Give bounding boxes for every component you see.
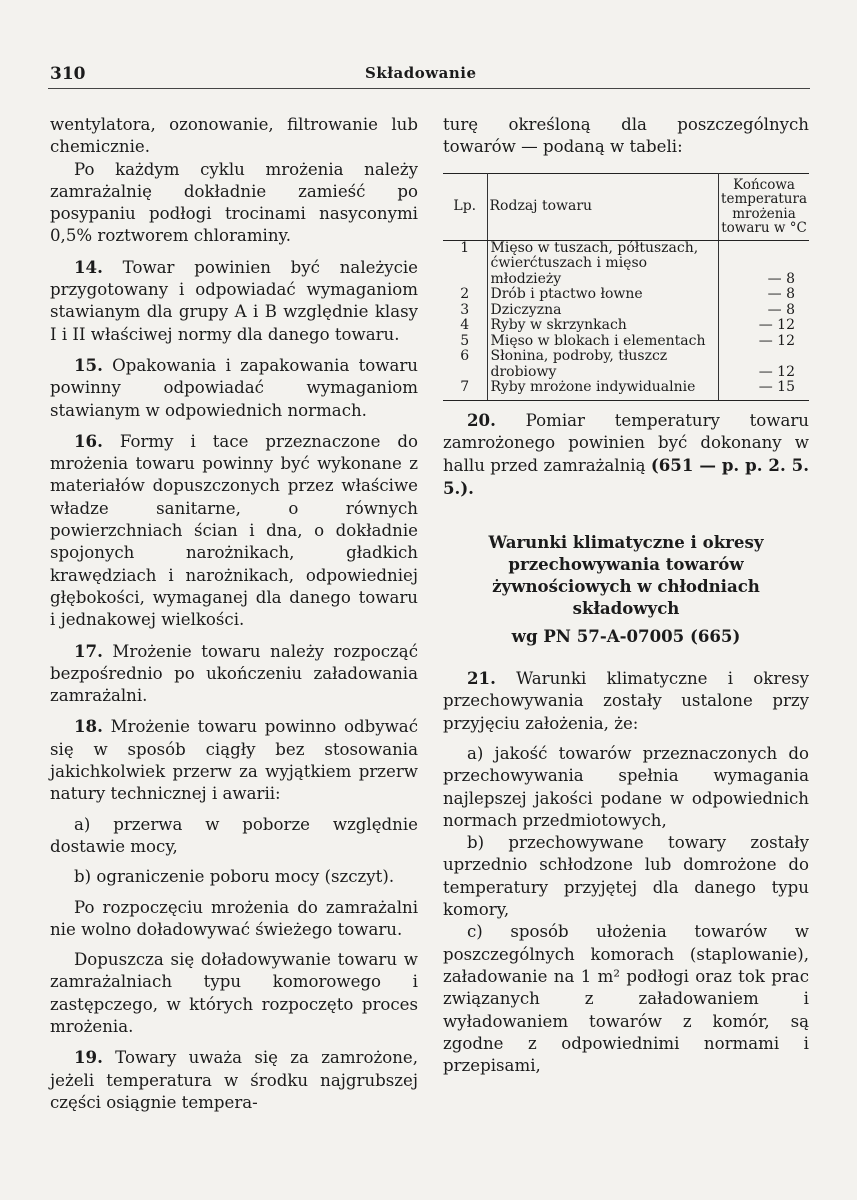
- table-cell-lp: 5: [443, 334, 487, 350]
- norm-reference: (651 — p. p. 2. 5. 5.).: [443, 455, 809, 499]
- page-number: 310: [50, 64, 86, 84]
- list-item: a) przerwa w poborze względnie dostawie mocy,: [50, 814, 418, 856]
- paragraph-text: Towar powinien być należycie przygotowany i odpowiadać wymaganiom stawianym dla grupy A i B względnie klasy I i II właściwej normy dla danego towaru.: [50, 257, 418, 344]
- paragraph-15: [50, 354, 418, 422]
- paragraph-number: 18.: [74, 716, 103, 737]
- section-title: Warunki klimatyczne i okresy przechowywania towarów żywnościowych w chłodniach składowych: [488, 531, 764, 618]
- paragraph-text: Towary uważa się za zamrożone, jeżeli temperatura w środku najgrubszej części osiągnie tempera-: [50, 1048, 418, 1112]
- table-cell-product: Ryby w skrzynkach: [487, 318, 719, 334]
- paragraph: Dopuszcza się doładowywanie towaru w zamrażalniach typu komorowego i zastępczego, w których rozpoczęto proces mrożenia.: [50, 950, 418, 1036]
- table-row: [443, 334, 809, 350]
- table-cell-temperature: — 12: [758, 332, 795, 349]
- paragraph: turę określoną dla poszczególnych towarów — podaną w tabeli:: [443, 115, 809, 157]
- paragraph-number: 19.: [74, 1047, 103, 1068]
- section-norm: wg PN 57-A-07005 (665): [511, 625, 741, 646]
- running-head: Składowanie: [365, 64, 477, 82]
- list-item: c) sposób ułożenia towarów w poszczególnych komorach (staplowanie), załadowanie na 1 m² podłogi oraz tok prac związanych z załadowaniem i wyładowaniem towarów z komór, są zgodne z odpowiednimi normami i przepisami,: [443, 922, 809, 1076]
- column-header-temperature: Końcowa temperatura mrożenia towaru w °C: [719, 173, 809, 240]
- right-column: [443, 114, 809, 1077]
- table-row: [443, 380, 809, 400]
- paragraph-text: Warunki klimatyczne i okresy przechowywania zostały ustalone przy przyjęciu założenia, że:: [443, 669, 809, 733]
- table-cell-temperature: — 12: [758, 317, 795, 334]
- table-row: [443, 349, 809, 380]
- table-cell-temperature: — 8: [767, 270, 795, 287]
- paragraph-text: Mrożenie towaru powinno odbywać się w sposób ciągły bez stosowania jakichkolwiek przerw za wyjątkiem przerw natury technicznej i awarii:: [50, 717, 418, 804]
- paragraph: wentylatora, ozonowanie, filtrowanie lub chemicznie.: [50, 115, 418, 157]
- paragraph-text: Mrożenie towaru należy rozpocząć bezpośrednio po ukończeniu załadowania zamrażalni.: [50, 641, 418, 706]
- table-cell-product: Dziczyzna: [487, 303, 719, 319]
- left-column: [50, 114, 418, 1114]
- paragraph-number: 14.: [74, 256, 103, 277]
- table-cell-lp: 3: [443, 303, 487, 319]
- table-cell-product: Mięso w tuszach, półtuszach, ćwierćtuszach i mięso młodzieży: [487, 240, 719, 287]
- paragraph-20: [443, 409, 809, 501]
- table-cell-temperature: — 8: [767, 286, 795, 303]
- paragraph-21: [443, 667, 809, 735]
- table-row: [443, 240, 809, 287]
- table-cell-product: Mięso w blokach i elementach: [487, 334, 719, 350]
- list-item: b) ograniczenie poboru mocy (szczyt).: [74, 867, 395, 887]
- paragraph-16: [50, 430, 418, 632]
- paragraph-number: 20.: [467, 409, 496, 430]
- table-cell-product: Słonina, podroby, tłuszcz drobiowy: [487, 349, 719, 380]
- table-cell-product: Ryby mrożone indywidualnie: [487, 380, 719, 400]
- paragraph-number: 16.: [74, 430, 103, 451]
- table-cell-lp: 7: [443, 380, 487, 400]
- paragraph-14: [50, 256, 418, 346]
- table-cell-lp: 1: [443, 240, 487, 287]
- paragraph-number: 21.: [467, 668, 496, 689]
- table-row: [443, 287, 809, 303]
- paragraph-number: 15.: [74, 354, 103, 375]
- paragraph-17: [50, 640, 418, 708]
- paragraph-text: Opakowania i zapakowania towaru powinny odpowiadać wymaganiom stawianym w odpowiednich normach.: [50, 355, 418, 420]
- column-header-lp: Lp.: [443, 173, 487, 240]
- table-header-row: [443, 173, 809, 240]
- header-rule: [48, 88, 810, 89]
- paragraph-text: Pomiar temperatury towaru zamrożonego powinien być dokonany w hallu przed zamrażalnią: [443, 410, 809, 476]
- table-cell-lp: 2: [443, 287, 487, 303]
- paragraph: Po każdym cyklu mrożenia należy zamrażalnię dokładnie zamieść po posypaniu podłogi trocinami nasyconymi 0,5% roztworem chloraminy.: [50, 159, 418, 246]
- temperature-table: [443, 173, 809, 401]
- list-item: b) przechowywane towary zostały uprzednio schłodzone lub domrożone do temperatury przyjętej dla danego typu komory,: [443, 833, 809, 920]
- table-cell-product: Drób i ptactwo łowne: [487, 287, 719, 303]
- paragraph-19: [50, 1046, 418, 1114]
- table-cell-temperature: — 8: [767, 301, 795, 318]
- table-row: [443, 318, 809, 334]
- list-item: a) jakość towarów przeznaczonych do przechowywania spełnia wymagania najlepszej jakości podane w odpowiednich normach przedmiotowych,: [443, 743, 809, 830]
- table-cell-lp: 6: [443, 349, 487, 380]
- paragraph-text: Formy i tace przeznaczone do mrożenia towaru powinny być wykonane z materiałów dopuszczonych przez właściwe władze sanitarne, o równych powierzchniach ścian i dna, o dokładnie spojonych narożnikach, gładkich krawędziach i narożnikach, odpowiedniej głębokości, wymaganej dla danego towaru i jednakowej wielkości.: [50, 431, 418, 630]
- table-cell-temperature: — 15: [719, 380, 809, 400]
- table-cell-temperature: — 12: [758, 363, 795, 380]
- table-row: [443, 303, 809, 319]
- paragraph-18: [50, 715, 418, 805]
- paragraph-number: 17.: [74, 640, 103, 661]
- column-header-product: Rodzaj towaru: [487, 173, 719, 240]
- paragraph: Po rozpoczęciu mrożenia do zamrażalni nie wolno doładowywać świeżego towaru.: [50, 897, 418, 939]
- table-cell-lp: 4: [443, 318, 487, 334]
